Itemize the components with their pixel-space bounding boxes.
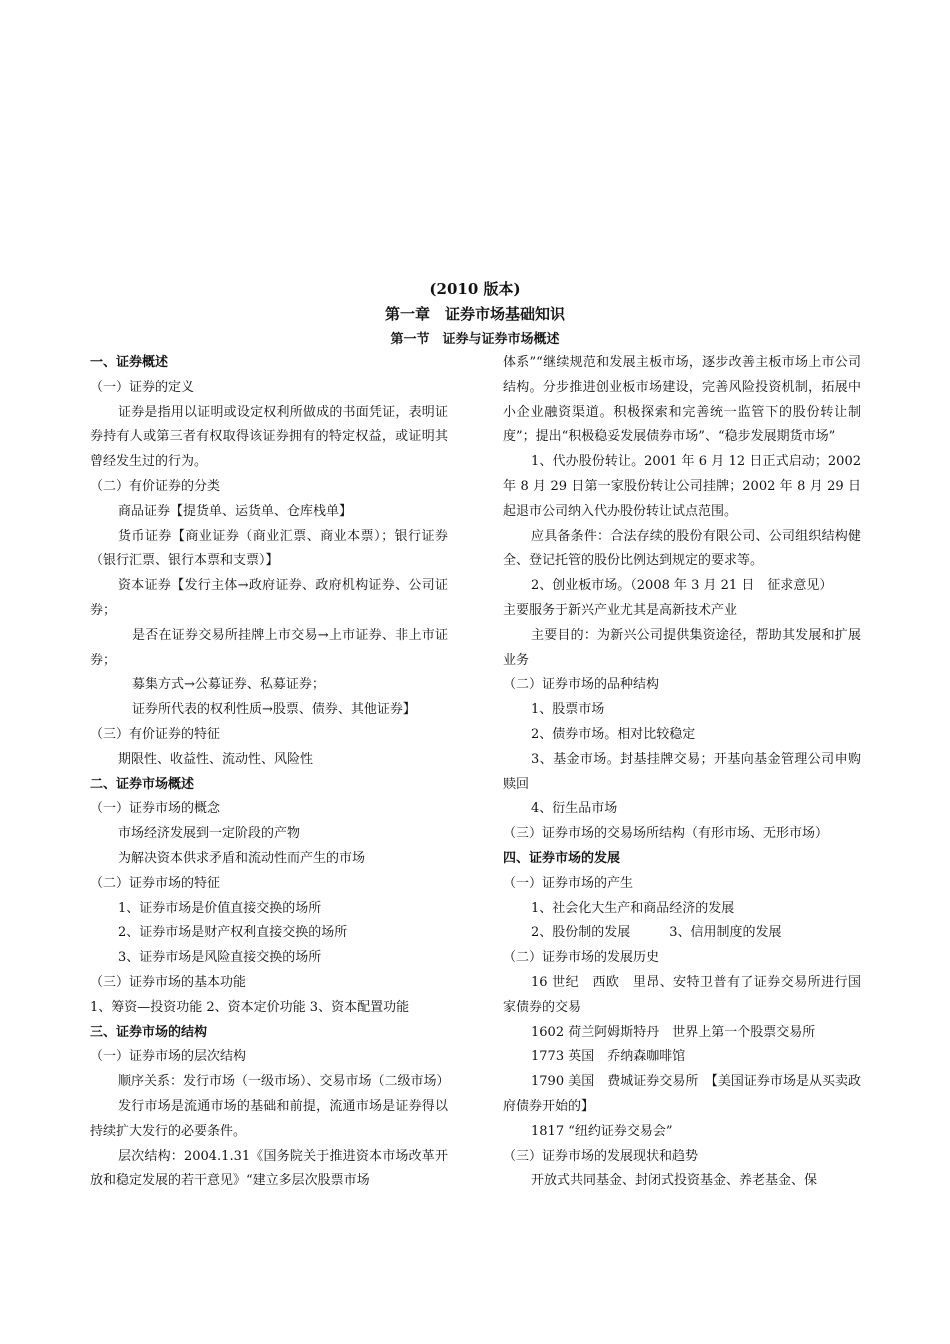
paragraph: 发行市场是流通市场的基础和前提，流通市场是证券得以持续扩大发行的必要条件。 bbox=[90, 1098, 448, 1139]
paragraph: 期限性、收益性、流动性、风险性 bbox=[118, 751, 314, 767]
paragraph: 1、社会化大生产和商品经济的发展 bbox=[531, 900, 735, 916]
paragraph: 1773 英国 乔纳森咖啡馆 bbox=[531, 1049, 686, 1065]
subsection-heading: （三）证券市场的交易场所结构（有形市场、无形市场） bbox=[503, 826, 829, 842]
paragraph: 1790 美国 费城证券交易所 【美国证券市场是从买卖政府债券开始的】 bbox=[503, 1074, 861, 1114]
paragraph: 1602 荷兰阿姆斯特丹 世界上第一个股票交易所 bbox=[531, 1024, 816, 1040]
paragraph: 2、证券市场是财产权利直接交换的场所 bbox=[118, 925, 348, 941]
paragraph: 1、股票市场 bbox=[531, 702, 605, 718]
paragraph: 商品证券【提货单、运货单、仓库栈单】 bbox=[118, 503, 353, 519]
edition-title: (2010 版本) bbox=[429, 280, 521, 298]
paragraph: 应具备条件：合法存续的股份有限公司、公司组织结构健全、登记托管的股份比例达到规定的要求等。 bbox=[503, 528, 861, 569]
subsection-heading: （二）有价证券的分类 bbox=[90, 478, 221, 494]
paragraph: 2、股份制的发展 3、信用制度的发展 bbox=[531, 925, 782, 941]
paragraph: 1、证券市场是价值直接交换的场所 bbox=[118, 900, 322, 916]
paragraph: 主要服务于新兴产业尤其是高新技术产业 bbox=[503, 602, 738, 618]
subsection-heading: （二）证券市场的发展历史 bbox=[503, 950, 660, 966]
subsection-heading: （一）证券市场的层次结构 bbox=[90, 1049, 247, 1065]
subsection-heading: （三）有价证券的特征 bbox=[90, 726, 221, 742]
paragraph: 市场经济发展到一定阶段的产物 bbox=[118, 826, 301, 842]
subsection-heading: （一）证券市场的概念 bbox=[90, 801, 221, 817]
paragraph: 层次结构：2004.1.31《国务院关于推进资本市场改革开放和稳定发展的若干意见》“建立多层次股票市场 bbox=[90, 1148, 448, 1189]
paragraph: 16 世纪 西欧 里昂、安特卫普有了证券交易所进行国家债券的交易 bbox=[503, 974, 861, 1015]
paragraph: 募集方式→公募证券、私募证券； bbox=[132, 677, 325, 693]
paragraph: 开放式共同基金、封闭式投资基金、养老基金、保 bbox=[531, 1173, 818, 1189]
section-title: 第一节 证券与证券市场概述 bbox=[390, 332, 560, 347]
paragraph: 顺序关系：发行市场（一级市场）、交易市场（二级市场） bbox=[118, 1074, 450, 1090]
section-heading: 二、证券市场概述 bbox=[90, 776, 195, 792]
paragraph: 3、证券市场是风险直接交换的场所 bbox=[118, 950, 322, 966]
paragraph: 1817 “纽约证券交易会” bbox=[531, 1123, 673, 1139]
paragraph: 2、创业板市场。（2008 年 3 月 21 日 征求意见） bbox=[531, 578, 833, 594]
paragraph: 主要目的：为新兴公司提供集资途径，帮助其发展和扩展业务 bbox=[503, 627, 861, 668]
paragraph: 资本证券【发行主体→政府证券、政府机构证券、公司证券； bbox=[90, 578, 448, 618]
right-column bbox=[503, 351, 861, 1194]
subsection-heading: （二）证券市场的特征 bbox=[90, 875, 221, 891]
paragraph: 1、筹资—投资功能 2、资本定价功能 3、资本配置功能 bbox=[90, 999, 410, 1015]
paragraph: 1、代办股份转让。2001 年 6 月 12 日正式启动；2002 年 8 月 29 日第一家股份转让公司挂牌；2002 年 8 月 29 日起退市公司纳入代办股份转让试点范围。 bbox=[503, 454, 861, 519]
paragraph: 证券所代表的权利性质→股票、债券、其他证券】 bbox=[132, 702, 416, 718]
paragraph: 体系”“继续规范和发展主板市场，逐步改善主板市场上市公司结构。分步推进创业板市场建设，完善风险投资机制，拓展中小企业融资渠道。积极探索和完善统一监管下的股份转让制度”；提出“积极稳妥发展债券市场”、“稳步发展期货市场” bbox=[503, 355, 861, 445]
subsection-heading: （一）证券的定义 bbox=[90, 379, 195, 395]
section-heading: 三、证券市场的结构 bbox=[90, 1024, 208, 1040]
paragraph: 2、债券市场。相对比较稳定 bbox=[531, 726, 696, 742]
subsection-heading: （一）证券市场的产生 bbox=[503, 875, 634, 891]
paragraph: 为解决资本供求矛盾和流动性而产生的市场 bbox=[118, 850, 366, 866]
paragraph: 货币证券【商业证券（商业汇票、商业本票）；银行证券（银行汇票、银行本票和支票）】 bbox=[90, 528, 448, 569]
subsection-heading: （三）证券市场的基本功能 bbox=[90, 974, 247, 990]
paragraph: 4、衍生品市场 bbox=[531, 801, 618, 817]
paragraph: 是否在证券交易所挂牌上市交易→上市证券、非上市证券； bbox=[90, 627, 448, 668]
section-heading: 一、证券概述 bbox=[90, 355, 169, 370]
chapter-title: 第一章 证券市场基础知识 bbox=[384, 305, 565, 323]
subsection-heading: （三）证券市场的发展现状和趋势 bbox=[503, 1148, 699, 1164]
section-heading: 四、证券市场的发展 bbox=[503, 850, 621, 866]
left-column bbox=[90, 351, 448, 1194]
paragraph: 证券是指用以证明或设定权利所做成的书面凭证，表明证券持有人或第三者有权取得该证券拥有的特定权益，或证明其曾经发生过的行为。 bbox=[90, 404, 448, 470]
subsection-heading: （二）证券市场的品种结构 bbox=[503, 677, 660, 693]
paragraph: 3、基金市场。封基挂牌交易；开基向基金管理公司申购赎回 bbox=[503, 751, 861, 792]
